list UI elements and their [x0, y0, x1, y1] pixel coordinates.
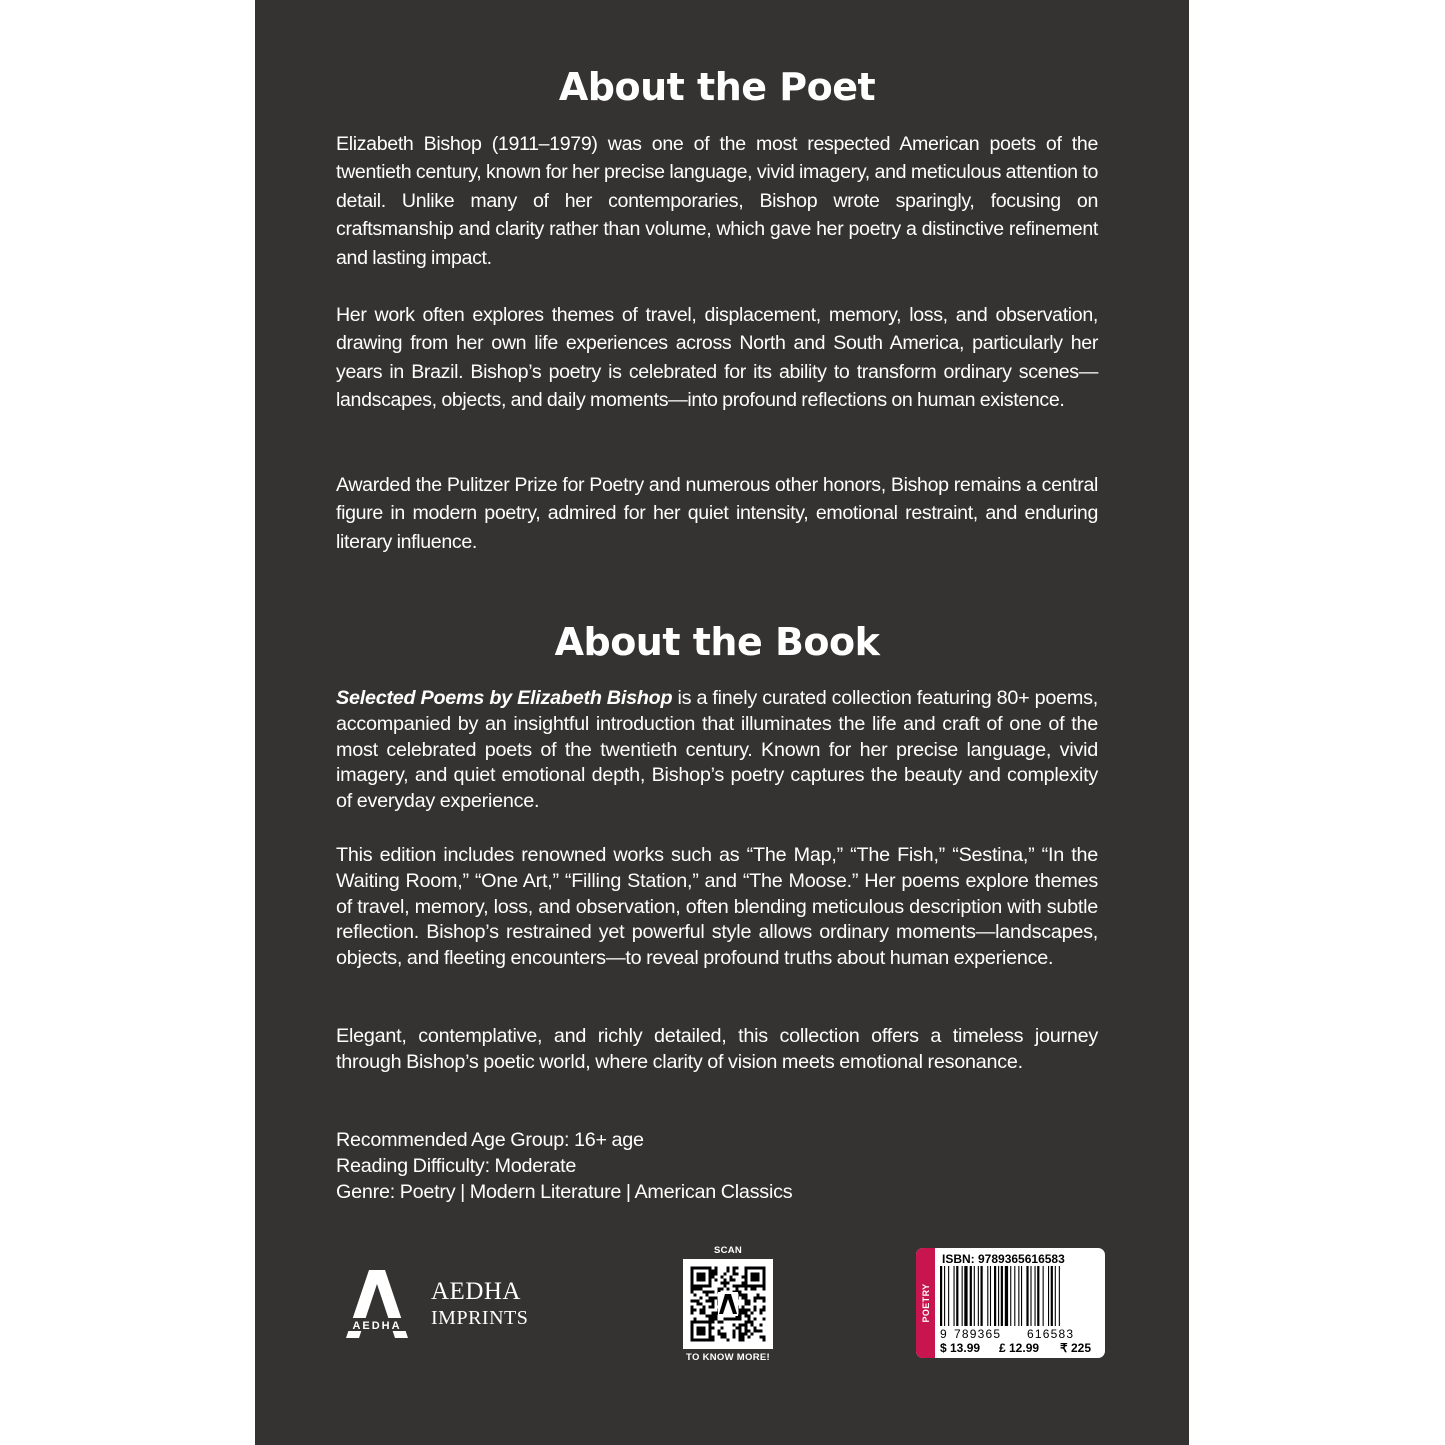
genre-tab [916, 1248, 935, 1358]
isbn-barcode-label [916, 1248, 1105, 1358]
publisher-logo [345, 1268, 545, 1340]
book-paragraph-3: Elegant, contemplative, and richly detailed, this collection offers a timeless journey through Bishop’s poetic world, where clarity of vision meets emotional resonance. [336, 1025, 1098, 1073]
qr-know-more-label: TO KNOW MORE! [686, 1352, 770, 1363]
poet-paragraph-2: Her work often explores themes of travel, displacement, memory, loss, and observation, drawing from her own life experiences across North and South America, particularly her years in Brazil. Bishop’s poetry is celebrated for its ability to transform ordinary scenes—landscapes, objects, and daily moments—into profound reflections on human existence. [336, 304, 1098, 412]
aedha-mark-icon [345, 1268, 409, 1340]
genre-tab-label: POETRY [920, 1283, 931, 1323]
book-paragraph-2: This edition includes renowned works such as “The Map,” “The Fish,” “Sestina,” “In the Waiting Room,” “One Art,” “Filling Station,” and “The Moose.” Her poems explore themes of travel, memory, loss, and observation, often blending meticulous description with subtle reflection. Bishop’s restrained yet powerful style allows ordinary moments—landscapes, objects, and fleeting encounters—to reveal profound truths about human experience. [336, 844, 1098, 970]
barcode-digits-left: 789365 [954, 1327, 1002, 1341]
qr-scan-label: SCAN [713, 1245, 743, 1256]
poet-paragraph-3: Awarded the Pulitzer Prize for Poetry and numerous other honors, Bishop remains a central figure in modern poetry, admired for her quiet intensity, emotional restraint, and enduring literary influence. [336, 474, 1098, 553]
qr-code[interactable] [683, 1259, 773, 1349]
genre-line: Genre: Poetry | Modern Literature | American Classics [336, 1180, 793, 1203]
barcode-digits-right: 616583 [1027, 1327, 1075, 1341]
qr-block [678, 1245, 778, 1363]
about-book-heading: About the Book [554, 620, 880, 664]
book-paragraph-1-text: is a finely curated collection featuring 80+ poems, accompanied by an insightful introduction that illuminates the life and craft of one of the most celebrated poets of the twentieth century. Known for her precise language, vivid imagery, and quiet emotional depth, Bishop’s poetry captures the beauty and complexity of everyday experience. [336, 687, 1098, 813]
price-usd: $ 13.99 [940, 1341, 981, 1355]
cover-content [336, 0, 1098, 1445]
barcode-icon [940, 1266, 1100, 1330]
poet-paragraph-1: Elizabeth Bishop (1911–1979) was one of the most respected American poets of the twentieth century, known for her precise language, vivid imagery, and meticulous attention to detail. Unlike many of her contemporaries, Bishop wrote sparingly, focusing on craftsmanship and clarity rather than volume, which gave her poetry a distinctive refinement and lasting impact. [336, 133, 1098, 269]
book-title-emphasis: Selected Poems by Elizabeth Bishop [336, 687, 673, 709]
barcode-digit-first: 9 [940, 1327, 947, 1341]
qr-code-icon [683, 1259, 773, 1349]
book-meta [336, 1128, 1098, 1205]
back-cover [255, 0, 1189, 1445]
logo-mark-text: AEDHA [352, 1320, 402, 1332]
publisher-wordmark [431, 1278, 528, 1330]
about-poet-heading: About the Poet [558, 65, 876, 109]
age-group: Recommended Age Group: 16+ age [336, 1129, 644, 1151]
publisher-name-line1: AEDHA [431, 1278, 521, 1305]
isbn-number: ISBN: 9789365616583 [942, 1252, 1065, 1266]
price-inr: ₹ 225 [1060, 1341, 1091, 1355]
price-gbp: £ 12.99 [999, 1341, 1040, 1355]
publisher-name-line2: IMPRINTS [431, 1307, 529, 1329]
reading-difficulty: Reading Difficulty: Moderate [336, 1154, 577, 1177]
book-paragraph-1 [336, 686, 1098, 815]
